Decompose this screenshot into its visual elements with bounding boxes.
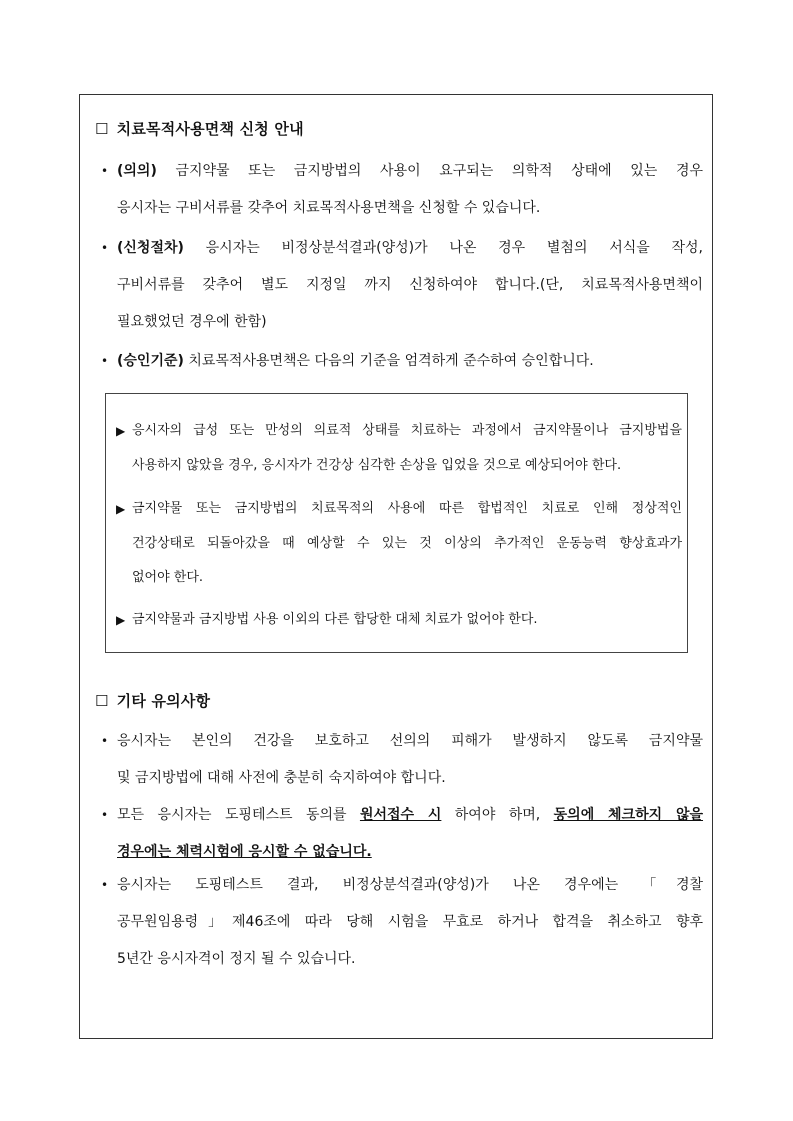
list-item-procedure (97, 230, 703, 341)
triangle-bullet-icon: ▶ (116, 613, 126, 627)
triangle-bullet-icon: ▶ (116, 502, 126, 516)
criterion-item (116, 492, 682, 596)
item-text: 금지약물 또는 금지방법의 사용이 요구되는 의학적 상태에 있는 경우 (175, 163, 703, 179)
item-text: 하여야 하며, (441, 807, 554, 823)
list-item-approval-criteria (97, 343, 703, 380)
item-label: (의의) (117, 163, 157, 179)
bullet-icon: • (101, 354, 109, 368)
list-item-health (97, 723, 703, 797)
item-text: 구비서류를 갖추어 별도 지정일 까지 신청하여야 합니다.(단, 치료목적사용면책이 (117, 277, 703, 293)
section-title-text: 치료목적사용면책 신청 안내 (116, 120, 304, 138)
criterion-item (116, 414, 682, 483)
bullet-icon: • (101, 808, 109, 822)
triangle-bullet-icon: ▶ (116, 424, 126, 438)
list-item-definition (97, 153, 703, 227)
bullet-icon: • (101, 878, 109, 892)
section-title-tue (95, 118, 304, 139)
item-text: 응시자는 구비서류를 갖추어 치료목적사용면책을 신청할 수 있습니다. (117, 200, 541, 216)
list-item-consent (97, 797, 703, 871)
section-title-text: 기타 유의사항 (116, 692, 211, 710)
item-text: 응시자는 본인의 건강을 보호하고 선의의 피해가 발생하지 않도록 금지약물 (117, 733, 703, 749)
checkbox-square-icon: ☐ (95, 120, 109, 138)
checkbox-square-icon: ☐ (95, 692, 109, 710)
item-text: 공무원임용령」제46조에 따라 당해 시험을 무효로 하거나 합격을 취소하고 향후 (117, 914, 703, 930)
item-text: 5년간 응시자격이 정지 될 수 있습니다. (117, 951, 356, 967)
emphasis-text: 경우에는 체력시험에 응시할 수 없습니다. (117, 844, 372, 860)
criterion-text: 금지약물 또는 금지방법의 치료목적의 사용에 따른 합법적인 치료로 인해 정상적인 (132, 501, 682, 516)
criterion-text: 응시자의 급성 또는 만성의 의료적 상태를 치료하는 과정에서 금지약물이나 금지방법을 (132, 423, 682, 438)
item-text: 필요했었던 경우에 한함) (117, 314, 267, 330)
item-text: 응시자는 도핑테스트 결과, 비정상분석결과(양성)가 나온 경우에는 「경찰 (117, 877, 703, 893)
item-text: 치료목적사용면책은 다음의 기준을 엄격하게 준수하여 승인합니다. (188, 353, 594, 369)
criterion-text: 사용하지 않았을 경우, 응시자가 건강상 심각한 손상을 입었을 것으로 예상되어야 한다. (132, 457, 622, 473)
bullet-icon: • (101, 734, 109, 748)
criterion-item (116, 603, 682, 638)
criterion-text: 금지약물과 금지방법 사용 이외의 다른 합당한 대체 치료가 없어야 한다. (132, 612, 538, 627)
emphasis-text: 동의에 체크하지 않을 (553, 807, 704, 823)
item-text: 및 금지방법에 대해 사전에 충분히 숙지하여야 합니다. (117, 770, 446, 786)
item-text: 모든 응시자는 도핑테스트 동의를 (117, 807, 360, 823)
emphasis-text: 원서접수 시 (359, 807, 442, 823)
criterion-text: 없어야 한다. (132, 570, 204, 585)
item-label: (신청절차) (117, 240, 184, 256)
item-label: (승인기준) (117, 353, 184, 369)
criterion-text: 건강상태로 되돌아갔을 때 예상할 수 있는 것 이상의 추가적인 운동능력 향상효과가 (132, 535, 682, 551)
item-text: 응시자는 비정상분석결과(양성)가 나온 경우 별첨의 서식을 작성, (205, 240, 703, 256)
list-item-result (97, 867, 703, 978)
bullet-icon: • (101, 164, 109, 178)
bullet-icon: • (101, 241, 109, 255)
section-title-notes (95, 690, 210, 711)
